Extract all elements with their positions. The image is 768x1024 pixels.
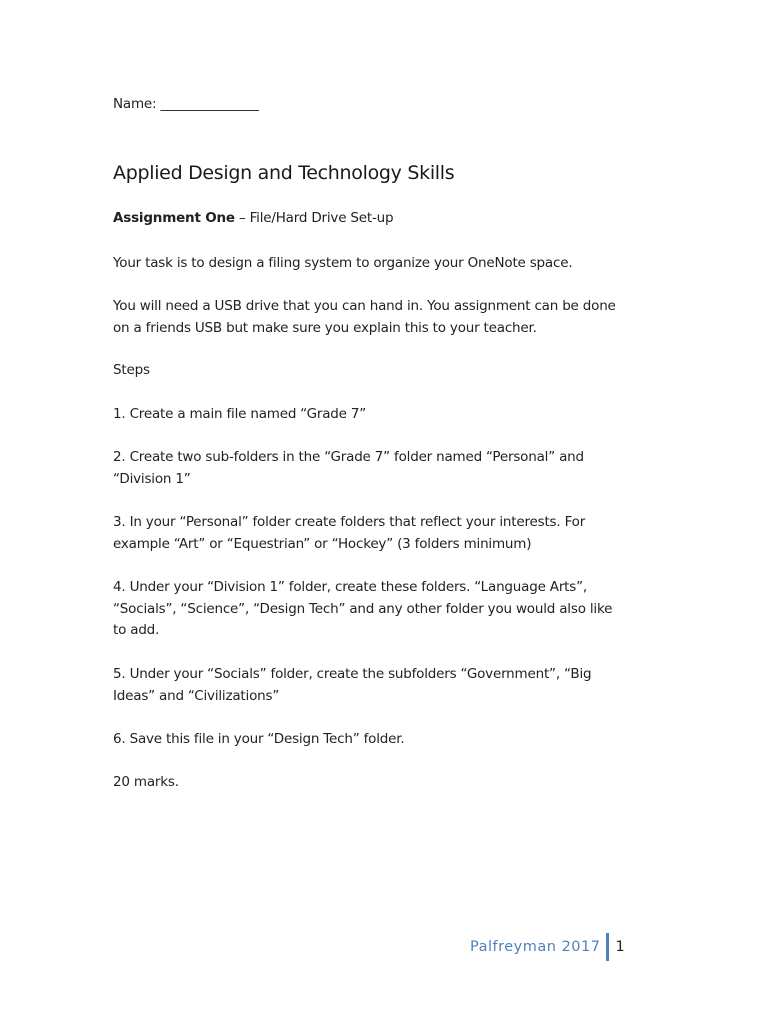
step-5-line-2: Ideas” and “Civilizations” xyxy=(113,687,280,704)
assignment-heading xyxy=(113,208,673,230)
document-title: Applied Design and Technology Skills xyxy=(113,162,455,184)
step-4-line-1: 4. Under your “Division 1” folder, create these folders. “Language Arts”, xyxy=(113,579,587,595)
step-3-line-2: example “Art” or “Equestrian” or “Hockey” (3 folders minimum) xyxy=(113,535,532,552)
step-4 xyxy=(113,577,673,642)
step-5-line-1: 5. Under your “Socials” folder, create the subfolders “Government”, “Big xyxy=(113,666,592,682)
name-blank: _______________ xyxy=(160,96,259,112)
step-4-line-2: “Socials”, “Science”, “Design Tech” and any other folder you would also like xyxy=(113,600,613,617)
step-1-line-1: 1. Create a main file named “Grade 7” xyxy=(113,406,367,422)
step-5 xyxy=(113,664,673,707)
step-1 xyxy=(113,404,673,426)
step-3-line-1: 3. In your “Personal” folder create folders that reflect your interests. For xyxy=(113,514,586,530)
page-footer xyxy=(470,934,625,960)
footer-divider xyxy=(606,933,609,961)
usb-note-line-2: on a friends USB but make sure you explain this to your teacher. xyxy=(113,319,537,336)
name-label: Name: xyxy=(113,96,157,112)
footer-author-year: Palfreyman 2017 xyxy=(470,939,601,955)
page-number: 1 xyxy=(615,939,625,955)
assignment-subtitle: File/Hard Drive Set-up xyxy=(249,210,394,226)
step-3 xyxy=(113,512,673,555)
usb-note-paragraph xyxy=(113,296,673,339)
marks-note: 20 marks. xyxy=(113,774,179,790)
steps-heading: Steps xyxy=(113,362,150,378)
step-4-line-3: to add. xyxy=(113,622,160,638)
step-2 xyxy=(113,447,673,490)
step-2-line-2: “Division 1” xyxy=(113,470,191,487)
assignment-separator: – xyxy=(234,210,250,226)
step-2-line-1: 2. Create two sub-folders in the “Grade 7” folder named “Personal” and xyxy=(113,449,584,465)
name-field-line xyxy=(113,94,673,116)
assignment-label: Assignment One xyxy=(113,210,235,226)
step-6 xyxy=(113,729,673,751)
usb-note-line-1: You will need a USB drive that you can hand in. You assignment can be done xyxy=(113,298,616,314)
step-6-line-1: 6. Save this file in your “Design Tech” folder. xyxy=(113,731,405,747)
intro-paragraph: Your task is to design a filing system to organize your OneNote space. xyxy=(113,255,573,271)
